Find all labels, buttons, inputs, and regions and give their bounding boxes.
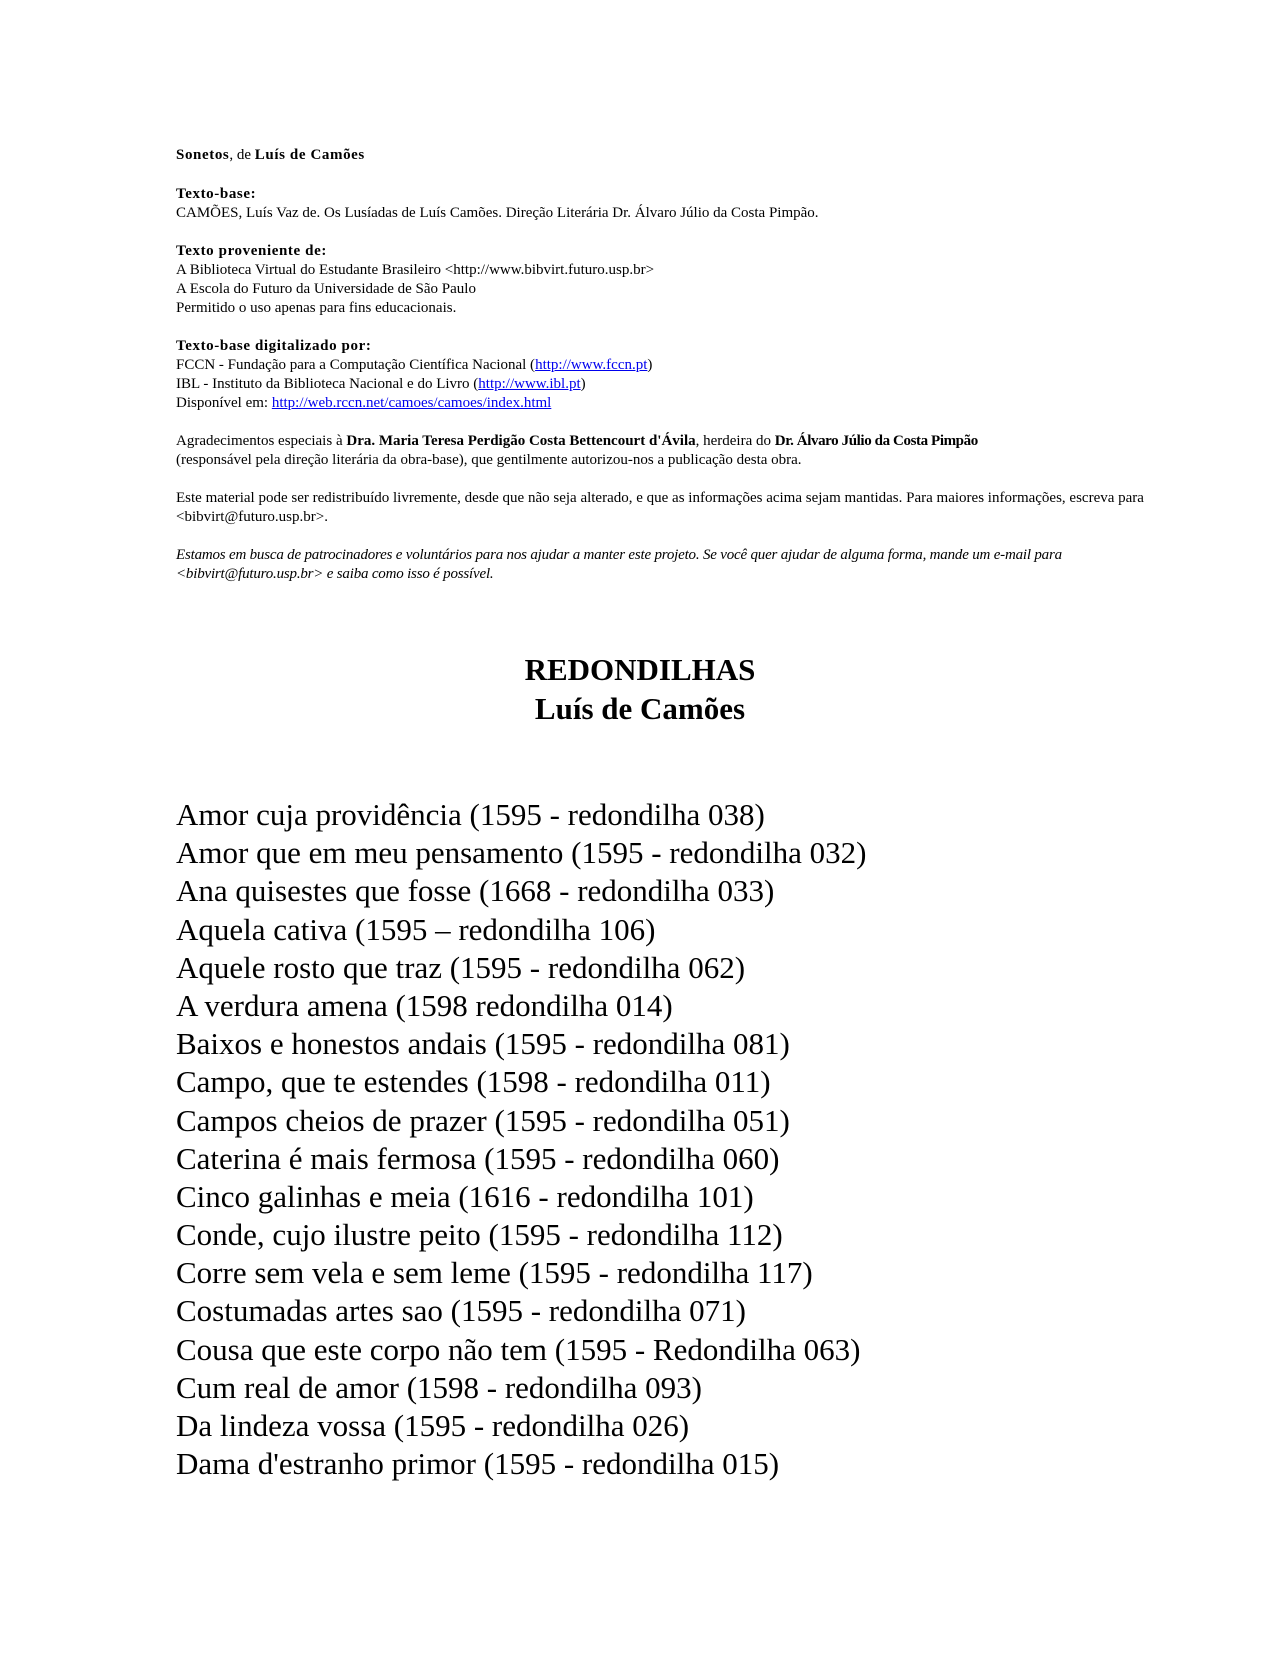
texto-base-label: Texto-base: — [176, 186, 257, 202]
texto-base-text: CAMÕES, Luís Vaz de. Os Lusíadas de Luís Camões. Direção Literária Dr. Álvaro Júlio da Costa Pimpão. — [176, 205, 819, 221]
agradecimentos-text-1: Agradecimentos especiais à — [176, 433, 347, 449]
poem-entry: Cinco galinhas e meia (1616 - redondilha 101) — [176, 1178, 754, 1214]
fccn-prefix: FCCN - Fundação para a Computação Científica Nacional ( — [176, 357, 536, 373]
poem-entry: Caterina é mais fermosa (1595 - redondilha 060) — [176, 1140, 780, 1176]
ibl-prefix: IBL - Instituto da Biblioteca Nacional e do Livro ( — [176, 376, 479, 392]
heading-author: Luís de Camões — [534, 691, 746, 726]
agradecimentos-paragraph — [176, 432, 1146, 470]
work-title: Sonetos — [176, 147, 230, 163]
poem-entry: Campo, que te estendes (1598 - redondilha 011) — [176, 1064, 771, 1100]
agradecimentos-text-2: , herdeira do — [695, 433, 775, 449]
poem-entry: Costumadas artes sao (1595 - redondilha 071) — [176, 1293, 746, 1329]
poem-entry: A verdura amena (1598 redondilha 014) — [176, 987, 673, 1023]
fccn-suffix: ) — [647, 357, 653, 373]
poem-entry: Conde, cujo ilustre peito (1595 - redondilha 112) — [176, 1217, 783, 1253]
disponivel-link[interactable]: http://web.rccn.net/camoes/camoes/index.html — [271, 395, 552, 411]
document-title-line — [176, 146, 1146, 165]
proveniente-line-1: A Biblioteca Virtual do Estudante Brasileiro <http://www.bibvirt.futuro.usp.br> — [176, 262, 655, 278]
ibl-suffix: ) — [580, 376, 586, 392]
poem-entry: Amor que em meu pensamento (1595 - redondilha 032) — [176, 835, 867, 871]
proveniente-line-2: A Escola do Futuro da Universidade de São Paulo — [176, 281, 476, 297]
poem-entry: Amor cuja providência (1595 - redondilha 038) — [176, 797, 765, 832]
heading-title: REDONDILHAS — [524, 652, 756, 687]
disponivel-prefix: Disponível em: — [176, 395, 272, 411]
poem-index-list — [176, 796, 1176, 1483]
document-front-matter — [176, 146, 1146, 584]
poem-entry: Corre sem vela e sem leme (1595 - redondilha 117) — [176, 1255, 813, 1291]
texto-base-section — [176, 185, 1146, 223]
proveniente-label: Texto proveniente de: — [176, 243, 327, 259]
ibl-link[interactable]: http://www.ibl.pt — [478, 376, 581, 392]
section-heading — [0, 650, 1280, 728]
redistribuicao-paragraph: Este material pode ser redistribuído livremente, desde que não seja alterado, e que as informações acima sejam mantidas. Para maiores informações, escreva para <bibvirt@futuro.usp.br>. — [176, 490, 1144, 525]
digitalizado-label: Texto-base digitalizado por: — [176, 338, 372, 354]
poem-entry: Aquele rosto que traz (1595 - redondilha 062) — [176, 949, 746, 985]
poem-entry: Cousa que este corpo não tem (1595 - Redondilha 063) — [176, 1331, 861, 1367]
poem-entry: Campos cheios de prazer (1595 - redondilha 051) — [176, 1102, 790, 1138]
agradecimentos-text-3: (responsável pela direção literária da obra-base), que gentilmente autorizou-nos a publicação desta obra. — [176, 452, 802, 468]
agradecimentos-name-1: Dra. Maria Teresa Perdigão Costa Bettencourt d'Ávila — [346, 433, 696, 449]
title-separator: , de — [229, 147, 255, 163]
author-name: Luís de Camões — [254, 147, 365, 163]
fccn-link[interactable]: http://www.fccn.pt — [535, 357, 648, 373]
proveniente-section — [176, 242, 1146, 318]
poem-entry: Dama d'estranho primor (1595 - redondilha 015) — [176, 1446, 780, 1482]
poem-entry: Baixos e honestos andais (1595 - redondilha 081) — [176, 1026, 790, 1062]
poem-entry: Cum real de amor (1598 - redondilha 093) — [176, 1369, 702, 1405]
agradecimentos-name-2: Dr. Álvaro Júlio da Costa Pimpão — [774, 433, 978, 449]
proveniente-line-3: Permitido o uso apenas para fins educacionais. — [176, 300, 457, 316]
digitalizado-section — [176, 337, 1146, 413]
patrocinio-paragraph: Estamos em busca de patrocinadores e voluntários para nos ajudar a manter este projeto. Se você quer ajudar de alguma forma, mande um e-mail para <bibvirt@futuro.usp.br> e saiba como isso é possível. — [176, 547, 1062, 582]
poem-entry: Aquela cativa (1595 – redondilha 106) — [176, 911, 656, 947]
poem-entry: Da lindeza vossa (1595 - redondilha 026) — [176, 1408, 690, 1443]
poem-entry: Ana quisestes que fosse (1668 - redondilha 033) — [176, 873, 775, 909]
